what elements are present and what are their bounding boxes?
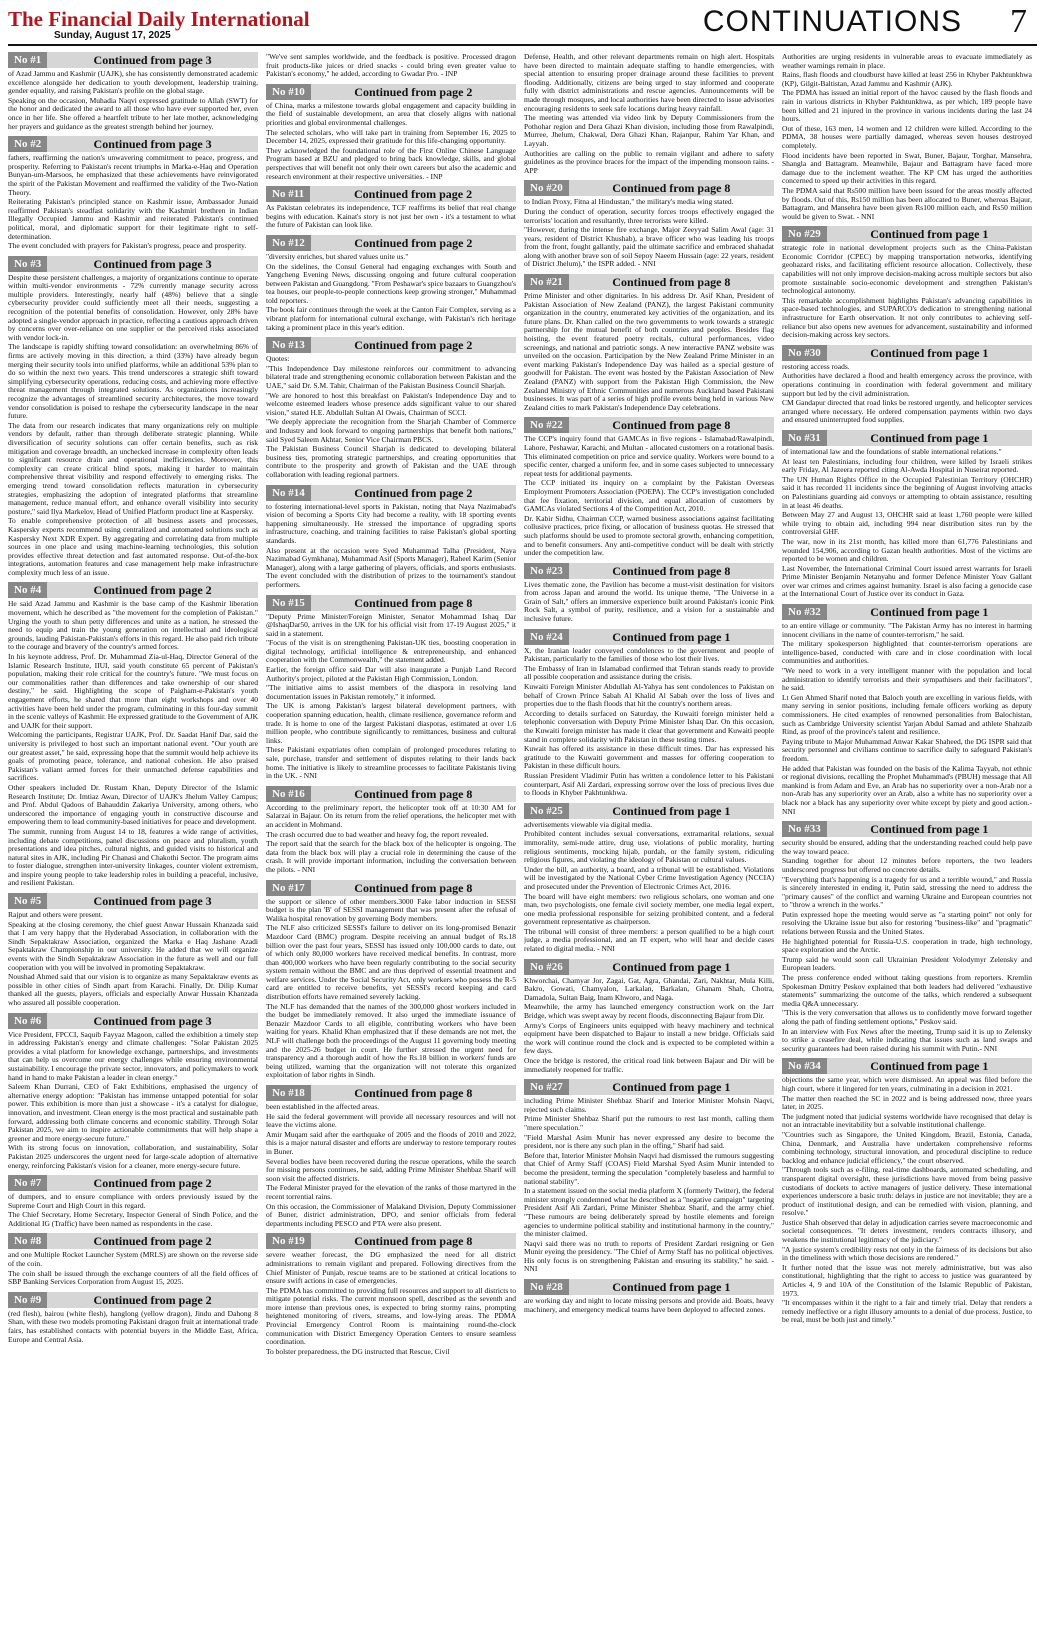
continuation-block (524, 1079, 774, 1274)
article-paragraph: Under the bill, an authority, a board, and a tribunal will be established. Violations will be investigated by the National Cyber Crime Investigation Agency (NCCIA) and prosecuted under the Prevention of Electronic Crimes Act, 2016. (524, 864, 774, 891)
continuation-block (524, 180, 774, 269)
article-paragraph: Before that, Interior Minister Mohsin Naqvi had dismissed the rumours suggesting that Chief of Army Staff (COAS) Field Marshal Syed Asim Munir intended to become the president, terming the speculation "completely baseless and harmful to national stability". (524, 1150, 774, 1186)
continuation-number: No #32 (782, 604, 827, 620)
article-paragraph: In an interview with Fox News after the meeting, Trump said it is up to Zelensky to strike a ceasefire deal, while indicating that issues such as land swaps and security guarantees had been raised during his summit with Putin.- NNI (782, 1026, 1032, 1053)
continuation-header (782, 430, 1032, 446)
continuation-number: No #9 (8, 1292, 47, 1308)
article-paragraph: Army's Corps of Engineers units equipped with heavy machinery and technical equipment have been dispatched to Bajaur to install a new bridge. Officials said the work will continue round the clock and is expected to be completed within a few days. (524, 1020, 774, 1056)
continuation-label: Continued from page 1 (612, 1080, 731, 1095)
article-paragraph: the support or silence of other members.3000 Fake labor induction in SESSI budget is the plan 'B' of SESSI management that was present after the refusal of Walika hospital renovation by governing Body members. (266, 896, 516, 923)
continuation-header (782, 345, 1032, 361)
article-paragraph: Authorities have declared a flood and health emergency across the province, with operations continuing in coordination with federal government and military support but led by the civil administration. (782, 371, 1032, 398)
continuation-number: No #3 (8, 256, 47, 272)
continuation-header (524, 959, 774, 975)
article-paragraph: Standing together for about 12 minutes before reporters, the two leaders underscored progress but offered no concrete details. (782, 856, 1032, 874)
article-paragraph: The selected scholars, who will take part in training from September 16, 2025 to December 14, 2025, expressed their gratitude for this life-changing opportunity. (266, 127, 516, 146)
article-paragraph: Lt Gen Ahmed Sharif noted that Baloch youth are excelling in various fields, with many serving in senior positions, including female officers working as deputy commissioners. He cited examples of renowned personalities from Balochistan, such as Cambridge University scientist Yarjan Abdul Samad and athlete Shahzaib Rind, as proof of the province's talent and resilience. (782, 692, 1032, 737)
article-paragraph: "Field Marshal Asim Munir has never expressed any desire to become the president, nor is there any such plan in the offing," Sharif had said. (524, 1132, 774, 1151)
article-paragraph: and one Multiple Rocket Launcher System (MRLS) are shown on the reverse side of the coin. (8, 1250, 258, 1269)
article-paragraph: severe weather forecast, the DG emphasized the need for all district administrations to remain vigilant and prepared. Following directives from the Chief Minister of Punjab, rescue teams are to be stationed at critical locations to ensure swift actions in case of emergencies. (266, 1250, 516, 1286)
continuation-block (266, 1233, 516, 1356)
article-paragraph: Last November, the International Criminal Court issued arrest warrants for Israeli Prime Minister Benjamin Netanyahu and former Defence Minister Yoav Gallant over war crimes and crimes against humanity. Israel is also facing a genocide case at the International Court of Justice over its conduct in Gaza. (782, 563, 1032, 599)
article-paragraph: "diversity enriches, but shared values unite us." (266, 251, 409, 261)
article-paragraph: Other speakers included Dr. Rustam Khan, Deputy Director of the Islamic Research Institute; Dr. Imtiaz Awan, Director of UAJK's Jhelum Valley Campus; and Prof. Abdul Qadoos of Bahauddin Zakariya University, among others, who underscored the importance of engaging youth in constructive discourse and empowering them to lead community-based initiatives for peace and development. (8, 782, 258, 827)
article-paragraph: According to details surfaced on Saturday, the Kuwaiti foreign minister held a telephonic conversation with Deputy Prime Minister Ishaq Dar. On this occasion, the Kuwaiti foreign minister has made it clear that government and Kuwaiti people stand in complete solidarity with Pakistan in these testing times. (524, 708, 774, 744)
paper-name: The Financial Daily International (8, 7, 310, 31)
continuation-number: No #23 (524, 563, 569, 579)
continuation-label: Continued from page 2 (354, 235, 473, 250)
continuation-number: No #5 (8, 893, 47, 909)
continuation-number: No #7 (8, 1175, 47, 1191)
column-3 (524, 52, 774, 1642)
article-paragraph: The meeting was attended via video link by Deputy Commissioners from the Pothohar region and Dera Ghazi Khan division, including those from Rawalpindi, Murree, Jhelum, Chakwal, Dera Ghazi Khan, Rajanpur, Rahim Yar Khan, and Layyah. (524, 113, 774, 148)
continuation-number: No #18 (266, 1085, 311, 1101)
article-paragraph: Prime Minister Shehbaz Sharif put the rumours to rest last month, calling them "mere speculation." (524, 1114, 774, 1132)
continuation-label: Continued from page 2 (353, 187, 473, 202)
article-paragraph: The UN Human Rights Office in the Occupied Palestinian Territory (OHCHR) said it has recorded 11 incidents since the beginning of August involving attacks on Palestinians guarding aid convoys or attempting to obtain assistance, resulting in at least 46 deaths. (782, 474, 1032, 510)
continuation-header (524, 803, 774, 819)
continuation-number: No #12 (266, 235, 311, 251)
continuation-number: No #31 (782, 430, 827, 446)
continuation-number: No #21 (524, 274, 569, 290)
article-paragraph: "We've sent samples worldwide, and the feedback is positive. Processed dragon fruit products-like juices or dried snacks - could bring even greater value to Pakistan's economy," he added, according to Gwadar Pro. - INP (266, 52, 516, 79)
continuation-header (8, 1233, 258, 1249)
article-paragraph: CM Gandapur directed that road links be restored urgently, and helicopter services arranged where necessary. He ordered compensation payments within two days and ensured uninterrupted food supplies. (782, 398, 1032, 425)
article-paragraph: In his keynote address, Prof. Dr. Muhammad Zia-ul-Haq, Director General of the Islamic Research Institute, IIUI, said youth constitute 65 percent of Pakistan's population, making their role critical for the country's future. "We must focus on our commonalities rather than differences and take ownership of our shared destiny," he said. Highlighting the scope of Paigham-e-Pakistan's youth engagement efforts, he shared that more than eight workshops and over 40 activities have been held under the program, culminating in this four-day summit in the scenic valleys of Kashmir. He expressed gratitude to the Government of AJK and UAJK for their support. (8, 652, 258, 730)
continuation-block (524, 959, 774, 1075)
article-paragraph: security should be ensured, adding that the understanding reached could help pave the way toward peace. (782, 838, 1032, 856)
continuation-header (266, 186, 516, 202)
continuation-label: Continued from page 3 (93, 894, 212, 909)
continuation-label: Continued from page 1 (870, 822, 989, 837)
continuation-header (266, 235, 516, 251)
article-paragraph: Khworchai, Chamyar Jor, Zagai, Gat, Agra, Ghandai, Zari, Nakhtar, Mula Killi, Bakro, Gowati, Chamyalon, Larkalan, Barkalan, Ghanam Shah, Chotra, Damadola, Sultan Baig, Inam Khworo, and Naga. (524, 975, 774, 1002)
continuation-block (782, 604, 1032, 816)
continuation-label: Continued from page 1 (870, 430, 989, 445)
continuation-header (266, 84, 516, 100)
continuation-number: No #11 (266, 186, 310, 202)
continuation-number: No #19 (266, 1233, 311, 1249)
continuation-number: No #20 (524, 180, 569, 196)
continuation-block (266, 53, 516, 79)
continuation-block (266, 595, 516, 781)
continuation-label: Continued from page 8 (354, 595, 473, 610)
continuation-number: No #1 (8, 52, 47, 68)
article-paragraph: Prohibited content includes sexual conversations, extramarital relations, sexual immorality, semi-nude attire, drug use, violations of public morality, hurting religious sentiments, mocking hijab, purdah, or the family system, ridiculing religious figures, and violating the ideology of Pakistan or cultural values. (524, 829, 774, 865)
article-paragraph: To bolster preparedness, the DG instructed that Rescue, Civil (266, 1346, 450, 1356)
continuation-number: No #33 (782, 821, 827, 837)
continuation-header (266, 485, 516, 501)
article-paragraph: Kuwaiti Foreign Minister Abdullah Al-Yahya has sent condolences to Pakistan on behalf of Crown Prince Sabah Al Khalid Al Sabah over the loss of lives and properties due to the flash floods that hit the country's northern areas. (524, 682, 774, 709)
continuation-header (266, 595, 516, 611)
article-paragraph: Several bodies have been recovered during the rescue operations, while the search for missing persons continues, he said, adding Prime Minister Shehbaz Sharif will soon visit the affected districts. (266, 1156, 516, 1183)
article-paragraph: "The initiative aims to assist members of the diaspora in resolving land documentation issues in Pakistan remotely," it informed. (266, 683, 516, 701)
article-paragraph: Naqvi said there was no truth to reports of President Zardari resigning or Gen Munir eyeing the presidency. "The Chief of Army Staff has no political objectives. His only focus is on strengthening Pakistan and ensuring its stability," he said. - NNI (524, 1238, 774, 1274)
continuation-label: Continued from page 3 (93, 137, 212, 152)
article-paragraph: Rains, flash floods and cloudburst have killed at least 256 in Khyber Pakhtunkhwa (KP), Gilgit-Baltistan, Azad Jammu and Kashmir (AJK). (782, 70, 1032, 88)
article-paragraph: The tribunal will consist of three members: a person qualified to be a high court judge, a media professional, and an IT expert, who will hear and decide cases related to digital media. - NNI (524, 926, 774, 954)
continuation-number: No #26 (524, 959, 569, 975)
article-paragraph: The NLF has demanded that the names of the 300,000 ghost workers included in the budget be immediately removed. It also urged the immediate issuance of Benazir Mazdoor Cards to all eligible, contributing workers who have been waiting for years. Khalid Khan emphasized that if these demands are not met, the NLF will challenge both the proceedings of the August 11 governing body meeting and the 2025-26 budget in court. He further stressed the urgent need for transparency and a thorough audit of how the Rs.18 billion in workers' funds are being utilized, warning that the organization will not tolerate this organized exploitation of labor rights in Sindh. (266, 1001, 516, 1080)
article-paragraph: "It encompasses within it the right to a fair and timely trial. Delay that renders a remedy ineffective or a right illusory amounts to a denial of due process. Justice, to be real, must be both just and timely." (782, 1298, 1032, 1325)
continuation-block (8, 582, 258, 888)
continuation-header (524, 180, 774, 196)
article-paragraph: The board will have eight members: two religious scholars, one woman and one man, two psychologists, one female civil society member, one media legal expert, one media professional responsible for seizing prohibited content, and a federal government representative as chairperson. (524, 891, 774, 927)
article-paragraph: to an entire village or community. "The Pakistan Army has no interest in harming innocent civilians in the name of counter-terrorism," he said. (782, 621, 1032, 639)
continuation-label: Continued from page 1 (870, 605, 989, 620)
continuation-label: Continued from page 2 (93, 1292, 212, 1307)
continuation-block (8, 136, 258, 251)
article-paragraph: Prime Minister and other dignitaries. In his address Dr. Asif Khan, President of Pakistan Association of New Zealand (PANZ), the largest Pakistani community organization in the country, enumerated key activities of the organization, and its future plans. Dr. Khan called on the two governments to work towards a strategic partnership for the mutual benefit of both countries and peoples. Besides flag hoisting, the event featured poetry recitals, cultural performances, video screenings, and national and patriotic songs. A new interactive PANZ website was unveiled on the occasion. Participation by the New Zealand Prime Minister in an event marking Pakistan's Independence Day was hailed as a special gesture of goodwill for Pakistan. The event was hosted by the Pakistan Association of New Zealand (PANZ) with support from the Pakistan High Commission, the New Zealand Ministry of Ethnic Communities and numerous Auckland based Pakistani businesses. It was part of a series of high profile events being held in various New Zealand cities to mark Pakistan's Independence Day celebrations. (524, 291, 774, 412)
article-paragraph: Despite these persistent challenges, a majority of organizations continue to operate within multi-vendor environments - 72% currently manage security across multiple providers. Interestingly, nearly half (48%) believe that a single cybersecurity provider could sufficiently meet all their needs, suggesting a recognition of the potential benefits of consolidation. However, only 28% have adopted a single-vendor approach in practice, reflecting a cautious approach driven by concerns over over-reliance on one supplier or the perceived risks associated with vendor lock-in. (8, 272, 258, 342)
article-paragraph: Once the bridge is restored, the critical road link between Bajaur and Dir will be immediately reopened for traffic. (524, 1056, 774, 1074)
continuation-header (782, 821, 1032, 837)
article-paragraph: "Countries such as Singapore, the United Kingdom, Brazil, Estonia, Canada, China, Denmark, and Australia have undertaken comprehensive reforms combining technology, structural innovation, and procedural discipline to reduce backlog and enhance judicial efficiency," the court observed. (782, 1129, 1032, 1165)
continuation-block (266, 337, 516, 479)
article-paragraph: X, the Iranian leader conveyed condolences to the government and people of Pakistan, particularly to the families of those who lost their lives. (524, 645, 774, 664)
column-4 (782, 52, 1032, 1642)
page-number: 7 (1010, 3, 1027, 40)
continuation-header (782, 226, 1032, 242)
continuation-number: No #27 (524, 1079, 569, 1095)
article-paragraph: Defense, Health, and other relevant departments remain on high alert. Hospitals have been directed to maintain adequate staffing to handle emergencies, with special attention to ensuring proper drainage around these facilities to prevent flooding. Additionally, citizens are being urged to stay informed and cooperate fully with district administrations and rescue agencies. Announcements will be made through mosques, and local authorities have been directed to issue advisories encouraging residents to seek safe locations during heavy rainfall. (524, 52, 774, 113)
continuation-block (8, 1233, 258, 1286)
article-paragraph: Dr. Kabir Sidhu, Chairman CCP, warned business associations against facilitating collusive practices, price fixing, or allocation of business quotas. He stressed that such platforms should be used to promote sectoral growth, enhancing competition, and to benefit consumers. Any anti-competitive conduct will be dealt with strictly under the competition law. (524, 513, 774, 558)
continuation-label: Continued from page 1 (612, 959, 731, 974)
article-paragraph: "We need to work in a very intelligent manner with the population and local administration to identify terrorists and their sympathisers and their facilitators", he said. (782, 666, 1032, 693)
article-paragraph: The book fair continues through the week at the Canton Fair Complex, serving as a vibrant platform for international cultural exchange, with Pakistan's rich heritage taking a prominent place in this year's edition. (266, 305, 516, 332)
article-paragraph: Speaking at the closing ceremony, the chief guest Anwar Hussain Khanzada said that I am very happy that the Hyderabad Association, in collaboration with the Sindh Sepaktakraw Association, organized the Marka e Haq Jashane Azadi Sepaktakraw Championship in our university. He added that we will organize events with the Sindh Sepaktakraw Association in the future as well and our full cooperation with you will be involved in promoting Sepaktakraw. (8, 919, 258, 972)
continuation-block (266, 1085, 516, 1228)
article-paragraph: restoring access roads. (782, 361, 850, 371)
continuation-block (266, 186, 516, 230)
article-paragraph: The data from our research indicates that many organizations rely on multiple vendors by default, rather than through deliberate strategic planning. While diversification of security solutions can offer certain benefits, such as risk mitigation and coverage breadth, an unchecked increase in complexity often leads to significant resource drain and operational inefficiencies. Moreover, this complexity can create critical blind spots, making it harder to maintain comprehensive threat visibility and respond effectively to emerging risks. The emerging trend toward consolidation reflects maturation in cybersecurity strategies, emphasizing the adoption of integrated platforms that streamline management, reduce manual effort, and enhance overall visibility into security posture," said Ilya Markelov, Head of Unified Platform product line at Kaspersky. (8, 420, 258, 516)
masthead-left (8, 0, 310, 42)
continuation-label: Continued from page 8 (612, 181, 731, 196)
article-paragraph: "We are honored to host this breakfast on Pakistan's Independence Day and to welcome esteemed leaders whose presence adds significant value to our shared vision," stated H.E. Abdullah Sultan Al Owais, Chairman of SCCI. (266, 390, 516, 417)
article-paragraph: The Pakistan Business Council Sharjah is dedicated to developing bilateral business ties, promoting strategic partnerships, and creating opportunities that contribute to the prosperity and growth of Pakistan and the UAE through collaboration with leading regional partners. (266, 444, 516, 479)
continuation-label: Continued from page 1 (612, 803, 731, 818)
continuation-block (8, 1175, 258, 1228)
continuation-label: Continued from page 2 (93, 583, 212, 598)
article-paragraph: The war, now in its 21st month, has killed more than 61,776 Palestinians and wounded 154,906, according to Gazan health authorities. Most of the victims are reported to be women and children. (782, 536, 1032, 564)
continuation-block (524, 417, 774, 557)
continuation-number: No #17 (266, 880, 311, 896)
continuation-header (524, 629, 774, 645)
continuation-block (782, 1058, 1032, 1325)
continuation-header (524, 274, 774, 290)
article-paragraph: objections the same year, which were dismissed. An appeal was filed before the high court, where it lingered for ten years, culminating in a decision in 2021. (782, 1075, 1032, 1093)
continuation-header (524, 1079, 774, 1095)
continuation-number: No #29 (782, 226, 827, 242)
continuation-header (8, 256, 258, 272)
article-paragraph: Also present at the occasion were Syed Muhammad Talha (President, Naya Nazimabad Gymkhana), Muhammad Asif (Sports Manager), Raheel Karim (Senior Manager), along with a large gathering of players, officials, and sports enthusiasts. The event concluded with the distribution of prizes to the tournament's standout performers. (266, 545, 516, 589)
continuation-header (524, 1279, 774, 1295)
continuation-label: Continued from page 8 (612, 418, 731, 433)
continuation-label: Continued from page 8 (354, 880, 473, 895)
continuation-label: Continued from page 8 (354, 1234, 473, 1249)
article-paragraph: "We deeply appreciate the recognition from the Sharjah Chamber of Commerce and Industry and look forward to ongoing partnerships that benefit both nations," said Syed Saleem Akhtar, Senior Vice Chairman PBCS. (266, 417, 516, 444)
continuation-label: Continued from page 1 (870, 227, 989, 242)
article-paragraph: These Pakistani expatriates often complain of prolonged procedures relating to sale, purchase, transfer and settlement of disputes relating to their lands back home. The initiative is likely to streamline processes to facilitate Pakistanis living in the UK. - NNI (266, 745, 516, 781)
continuation-label: Continued from page 3 (93, 53, 212, 67)
continuation-header (266, 1233, 516, 1249)
article-paragraph: He said Azad Jammu and Kashmir is the base camp of the Kashmir liberation movement, which he described as "the movement for the completion of Pakistan." Urging the youth to shun petty differences and unite as a nation, he stressed the need to equip and train the young generation on intellectual and ideological grounds, lauding Pakistan-Pakistan's efforts in this regard. He also paid rich tribute to the courage and bravery of the country's armed forces. (8, 599, 258, 652)
article-paragraph: Meanwhile, the army has launched emergency construction work on the Jarr Bridge, which was swept away by recent floods, disconnecting Bajaur from Dir. (524, 1002, 774, 1021)
article-paragraph: Authorities are calling on the public to remain vigilant and adhere to safety guidelines as the province braces for the impact of the impending monsoon rains. - APP (524, 148, 774, 175)
continuation-block (8, 1292, 258, 1344)
masthead (8, 0, 1037, 46)
article-paragraph: "Focus of the visit is on strengthening Pakistan-UK ties, boosting cooperation in digital technology, artificial intelligence & entrepreneurship, and enhanced cooperation with the Commonwealth," the statement added. (266, 638, 516, 665)
article-paragraph: Speaking on the occasion, Muhadia Naqvi expressed gratitude to Allah (SWT) for the honor and dedicated the award to all those who have ever supported her, even once in her life. She offered a heartfelt tribute to her late mother, acknowledging her prayers and guidance as the greatest strength behind her journey. (8, 95, 258, 131)
article-paragraph: The event concluded with prayers for Pakistan's progress, peace and prosperity. (8, 241, 247, 251)
continuation-number: No #25 (524, 803, 569, 819)
continuation-number: No #10 (266, 84, 311, 100)
article-paragraph: "This is the very conversation that allows us to confidently move forward together along the path of finding settlement options," Peskov said. (782, 1008, 1032, 1026)
article-paragraph: The Federal Minister prayed for the elevation of the ranks of those martyred in the recent torrential rains. (266, 1183, 516, 1201)
continuation-block (782, 226, 1032, 340)
continuation-header (8, 52, 258, 68)
article-paragraph: The Embassy of Iran in Islamabad confirmed that Tehran stands ready to provide all possible cooperation and assistance during the crisis. (524, 663, 774, 682)
article-paragraph: The crash occurred due to bad weather and heavy fog, the report revealed. (266, 829, 489, 839)
article-paragraph: The report said that the search for the black box of the helicopter is ongoing. The data from the black box will play a crucial role in determining the cause of the crash. It will provide important information, including the conversation between the pilots. - NNI (266, 839, 516, 874)
continuation-label: Continued from page 1 (612, 1280, 731, 1295)
article-paragraph: The CCP initiated its inquiry on a complaint by the Pakistan Overseas Employment Promoters Association (POEPA). The CCP's investigation concluded that fee fixation, territorial division, and equal allocation of customers by GAMCAs violated Sections 4 of the Competition Act, 2010. (524, 478, 774, 514)
article-paragraph: Flood incidents have been reported in Swat, Buner, Bajaur, Torghar, Mansehra, Shangla and Battagram. Meanwhile, Bajaur and Battagram have faced more damage due to the inclement weather. The KP CM has urged the authorities concerned to speed up their activities in this regard. (782, 150, 1032, 186)
article-paragraph: On this occasion, the Commissioner of Malakand Division, Deputy Commissioner of Buner, district administration, DPO, and senior officials from federal departments including PESCO and PTA were also present. (266, 1201, 516, 1228)
article-paragraph: The landscape is rapidly shifting toward consolidation: an overwhelming 86% of firms are actively moving in this direction, a third (33%) have already begun merging their security tools into unified platforms, while an additional 53% plan to do so within the next two years. This trend underscores a strategic shift toward simplifying cybersecurity operations, reducing costs, and achieving more effective threat management through integrated solutions. As organizations increasingly recognize the advantages of streamlined security architectures, the move toward vendor consolidation is poised to reshape the cybersecurity landscape in the near future. (8, 342, 258, 421)
article-paragraph: At least ten Palestinians, including four children, were killed by Israeli strikes early Friday, Al Jazeera reported citing Al-Awda Hospital in Nuseirat reported. (782, 456, 1032, 475)
continuation-block (524, 274, 774, 412)
article-paragraph: During the conduct of operation, security forces troops effectively engaged the terrorists' location and resultantly, three terrorists were killed. (524, 206, 774, 225)
continuation-label: Continued from page 2 (354, 84, 473, 99)
article-paragraph: The UK is among Pakistan's largest bilateral development partners, with cooperation spanning education, health, climate resilience, governance reform and trade. It is home to one of the largest Pakistani diasporas, estimated at over 1.6 million people, who contribute significantly to remittances, business and cultural links. (266, 701, 516, 745)
continuation-block (8, 893, 258, 1008)
continuation-number: No #8 (8, 1233, 47, 1249)
continuation-label: Continued from page 2 (93, 1176, 212, 1191)
continuation-label: Continued from page 8 (354, 786, 473, 801)
continuation-header (782, 1058, 1032, 1074)
continuation-label: Continued from page 1 (870, 1059, 989, 1074)
continuation-block (266, 235, 516, 332)
continuation-label: Continued from page 1 (870, 345, 989, 360)
continuation-number: No #30 (782, 345, 827, 361)
section-title: CONTINUATIONS (702, 5, 962, 38)
article-paragraph: Lives thematic zone, the Pavilion has become a must-visit destination for visitors from across Japan and around the world. Its unique theme, "The Universe in a Grain of Salt," offers an immersive experience built around Pakistan's iconic Pink Rock Salt, a symbol of purity, resilience, and a vision for a sustainable and inclusive future. (524, 579, 774, 624)
article-paragraph: He said the federal government will provide all necessary resources and will not leave the victims alone. (266, 1111, 516, 1130)
article-paragraph: Kuwait has offered its assistance in these difficult times. Dar has expressed his gratitude to the Kuwaiti government and masses for offering cooperation to Pakistan in these difficult hours. (524, 744, 774, 771)
continuation-block (524, 803, 774, 954)
article-paragraph: The coin shall be issued through the exchange counters of all the field offices of SBP Banking Services Corporation from August 15, 2025. (8, 1268, 258, 1287)
continuation-block (8, 52, 258, 131)
article-paragraph: He added that Pakistan was founded on the basis of the Kalima Tayyab, not ethnic or regional divisions, recalling the Prophet Muhammad's (PBUH) message that All mankind is from Adam and Eve, an Arab has no superiority over a non-Arab nor a non-Arab has any superiority over an Arab, also a white has no superiority over a black nor a black has any superiority over white except by piety and good action.- NNI (782, 763, 1032, 816)
article-paragraph: The press conference ended without taking questions from reporters. Kremlin Spokesman Dmitry Peskov explained that both leaders had delivered "exhaustive statements" summarizing the outcome of the talks, which rendered a subsequent media Q&A unnecessary. (782, 973, 1032, 1008)
continuation-number: No #15 (266, 595, 311, 611)
article-paragraph: including Prime Minister Shehbaz Sharif and Interior Minister Mohsin Naqvi, rejected such claims. (524, 1096, 774, 1114)
article-paragraph: The PDMA said that Rs500 million have been issued for the areas mostly affected by floods. Out of this, Rs150 million has been allocated to Buner, whereas Bajaur, Battagram, and Mansehra have been given Rs100 million each, and Rs50 million would be given to Swat. - NNI (782, 185, 1032, 221)
article-paragraph: Authorities are urging residents in vulnerable areas to evacuate immediately as weather warnings remain in place. (782, 52, 1032, 70)
continuation-block (524, 563, 774, 624)
continuation-number: No #22 (524, 417, 569, 433)
continuation-label: Continued from page 2 (354, 338, 473, 353)
article-paragraph: Putin expressed hope the meeting would serve as "a starting point" not only for resolving the Ukraine issue but also for restoring "business-like" and "pragmatic" relations between Russia and the United States. (782, 909, 1032, 937)
article-paragraph: "Through tools such as e-filing, real-time dashboards, automated scheduling, and transparent digital oversight, these jurisdictions have moved from being passive custodians of dockets to active managers of justice delivery. These international experiences underscore a basic truth: delays in justice are not inevitable; they are a product of institutional design, and can be remedied with vision, planning, and resolve." (782, 1165, 1032, 1218)
continuation-block (266, 786, 516, 875)
article-paragraph: of dumpers, and to ensure compliance with orders previously issued by the Supreme Court and High Court in this regard. (8, 1192, 258, 1210)
article-paragraph: Vice President, FPCCI, Saquib Fayyaz Magoon, called the exhibition a timely step in addressing Pakistan's energy and climate challenges: "Solar Pakistan 2025 provides a vital platform for knowledge exchange, partnerships, and investments that can help us overcome our energy challenges while ensuring environmental sustainability. I encourage the private sector, innovators, and policymakers to work hand in hand to make Pakistan a leader in clean energy." (8, 1029, 258, 1082)
article-paragraph: Earlier, the foreign office said Dar will also inaugurate a Punjab Land Record Authority's project, piloted at the Pakistan High Commission, London. (266, 665, 516, 683)
issue-date: Sunday, August 17, 2025 (54, 30, 171, 41)
continuation-block (782, 430, 1032, 599)
article-paragraph: The PDMA has committed to providing full resources and support to all districts to mitigate potential risks. The current monsoon spell, described as the seventh and more intense than previous ones, is expected to bring stormy rains, prompting heightened monitoring of rivers, streams, and low-lying areas. The PDMA Provincial Emergency Control Room is maintaining round-the-clock communication with District Emergency Operation Centers to ensure seamless coordination. (266, 1285, 516, 1347)
continuation-label: Continued from page 2 (93, 1234, 212, 1249)
continuation-block (782, 53, 1032, 221)
continuation-header (8, 1175, 258, 1191)
article-paragraph: It further noted that the issue was not merely administrative, but was also constitutional, highlighting that the right to access to justice was guaranteed by Articles 4, 9 and 10A of the Constitution of the Islamic Republic of Pakistan, 1973. (782, 1262, 1032, 1298)
article-paragraph: Rajput and others were present. (8, 910, 103, 920)
continuation-block (8, 1013, 258, 1171)
continuation-block (266, 880, 516, 1080)
article-paragraph: fathers, reaffirming the nation's unwavering commitment to peace, progress, and prosperity. Referring to Pakistan's recent triumphs in Marka-e-Haq and Operation Bunyan-um-Marsoos, he emphasized that these achievements have reinvigorated the spirit of the Pakistan Movement and reaffirmed the validity of the Two-Nation Theory. (8, 153, 258, 197)
article-paragraph: Between May 27 and August 13, OHCHR said at least 1,760 people were killed while trying to obtain aid, including 994 near distribution sites run by the controversial GHF. (782, 510, 1032, 537)
article-paragraph: The judgment noted that judicial systems worldwide have recognised that delay is not an intractable inevitability but a solvable institutional challenge. (782, 1111, 1032, 1130)
continuation-label: Continued from page 3 (93, 1013, 212, 1028)
continuation-header (524, 563, 774, 579)
article-paragraph: Reiterating Pakistan's principled stance on Kashmir issue, Ambassador Junaid reaffirmed Pakistan's steadfast solidarity with the Kashmiri brethren in Indian Illegally Occupied Jammu and Kashmir and reiterated Pakistan's continued political, moral, and diplomatic support for their legitimate right to self-determination. (8, 197, 258, 241)
article-paragraph: Quotes: (266, 354, 290, 364)
article-columns (8, 52, 1037, 1642)
article-paragraph: Justice Shah observed that delay in adjudication carries severe macroeconomic and societal consequences. "It deters investment, renders contracts illusory, and weakens the institutional legitimacy of the judiciary." (782, 1217, 1032, 1245)
continuation-number: No #2 (8, 136, 47, 152)
article-paragraph: The matter then reached the SC in 2022 and is being addressed now, three years later, in 2025. (782, 1093, 1032, 1112)
article-paragraph: Saleem Khan Durrani, CEO of Fakt Exhibitions, emphasised the urgency of alternative energy adoption: "Pakistan has immense untapped potential for solar power. This exhibition is more than just a showcase - it's a catalyst for dialogue, innovation, and investment. Clean energy is the most practical and sustainable path forward, addressing both climate concerns and economic stability. Through Solar Pakistan 2025, we aim to inspire actionable commitments that will help shape a greener and more energy-secure future." (8, 1082, 258, 1143)
article-paragraph: of international law and the foundations of stable international relations." (782, 446, 1002, 456)
article-paragraph: As Pakistan celebrates its independence, TCF reaffirms its belief that real change begins with education. Kainat's story is not just her own - it's a testament to what the future of Pakistan can look like. (266, 203, 516, 230)
article-paragraph: to fostering international-level sports in Pakistan, noting that Naya Nazimabad's vision of becoming a Sports City had become a reality, with 18 sporting events happening simultaneously. He stressed the importance of upgrading sports infrastructure, coaching, and training facilities to raise Pakistan's global sporting standards. (266, 501, 516, 545)
continuation-header (266, 786, 516, 802)
article-paragraph: Paying tribute to Major Muhammad Anwar Kakar Shaheed, the DG ISPR said that security personnel and civilians continue to sacrifice daily to safeguard Pakistan's freedom. (782, 736, 1032, 763)
continuation-header (524, 417, 774, 433)
article-paragraph: are working day and night to locate missing persons and provide aid. Boats, heavy machinery, and emergency medical teams have been deployed to affected zones. (524, 1296, 774, 1314)
article-paragraph: Trump said he would soon call Ukrainian President Volodymyr Zelensky and European leaders. (782, 954, 1032, 973)
article-paragraph: Out of these, 163 men, 14 women and 12 children were killed. According to the PDMA, 38 houses were partially damaged, whereas seven houses destroyed completely. (782, 123, 1032, 150)
article-paragraph: On the sidelines, the Consul General had engaging exchanges with South and Yangcheng Evening News, discussing ongoing and future cultural cooperation between Pakistan and Guangdong. "From Peshawar's spice bazaars to Guangzhou's tea houses, our people-to-people connections keep growing stronger," Muhammad told reporters. (266, 261, 516, 305)
article-paragraph: (red flesh), bairou (white flesh), hanglong (yellow dragon), Jindu and Dahong 8 Shan, with these two models promoting Pakistani dragon fruit at international trade fairs, has established contacts with potential buyers in the Middle East, Africa, Europe and Central Asia. (8, 1308, 258, 1344)
continuation-header (266, 880, 516, 896)
continuation-number: No #16 (266, 786, 311, 802)
article-paragraph: They acknowledged the foundational role of the First Online Chinese Language Program based at BZU and pledged to bring back knowledge, skills, and global perspectives that will benefit not only their own careers but also the academic and research environment at their respective universities. - INP (266, 145, 516, 181)
continuation-block (524, 629, 774, 798)
continuation-number: No #28 (524, 1279, 569, 1295)
article-paragraph: The military spokesperson highlighted that counter-terrorism operations are intelligence-based, conducted with care and in close coordination with local communities and authorities. (782, 639, 1032, 666)
article-paragraph: of Azad Jammu and Kashmir (UAJK), she has consistently demonstrated academic excellence alongside her dedication to youth development, leadership training, gender equality, and raising Pakistan's profile on the global stage. (8, 69, 258, 96)
article-paragraph: advertisements viewable via digital media. (524, 819, 653, 829)
article-paragraph: been established in the affected areas. (266, 1102, 380, 1111)
article-paragraph: "Everything that's happening is a tragedy for us and a terrible wound," and Russia is sincerely interested in ending it, Putin said, stressing the need to address the "primary causes" of the conflict and warning Ukraine and European countries not to "throw a wrench in the works." (782, 874, 1032, 910)
continuation-header (8, 893, 258, 909)
article-paragraph: In a statement issued on the social media platform X (formerly Twitter), the federal minister strongly condemned what he described as a "negative campaign" targeting President Asif Ali Zardari, Prime Minister Shehbaz Sharif, and the army chief. "These rumours are being deliberately spread by hostile elements and foreign agencies to undermine political stability and institutional harmony in the country," the minister claimed. (524, 1186, 774, 1239)
article-paragraph: "This Independence Day milestone reinforces our commitment to advancing bilateral trade and strengthening economic collaboration between Pakistan and the UAE," said Dr. S.M. Tahir, Chairman of the Pakistan Business Council Sharjah. (266, 363, 516, 391)
article-paragraph: The summit, running from August 14 to 18, features a wide range of activities, including debate competitions, panel discussions on peace and pluralism, youth presentations and idea pitches, cultural nights, and guided visits to historical and natural sites in AJK, including Pir Chanasi and Chakothi Sector. The program aims to foster dialogue, strengthen inter-university linkages, counter violent extremism, and inspire young people to take leadership roles in building a peaceful, inclusive, and resilient Pakistan. (8, 826, 258, 888)
continuation-label: Continued from page 8 (354, 1086, 473, 1100)
continuation-header (266, 1085, 516, 1101)
article-paragraph: Noushad Ahmed said that our vision is to organize as many Sepaktakraw events as possible in other cities of Sindh apart from Karachi. Finally, Dr. Dilip Kumar thanked all the guests, players, officials and especially Anwar Hussain Khanzada who assured all possible cooperation. (8, 972, 258, 1007)
article-paragraph: He highlighted potential for Russia-U.S. cooperation in trade, high technology, space exploration and the Arctic. (782, 936, 1032, 955)
article-paragraph: "However, during the intense fire exchange, Major Zeeyyad Salim Awal (age: 31 years, resident of District Khushab), a brave officer who was leading his troops from the front, fought gallantly, paid the ultimate sacrifice and embraced shahadat along with another brave son of soil Sepoy Naeem Hussain (age: 22 years, resident of District Jhelum)," the ISPR added. - NNI (524, 225, 774, 269)
article-paragraph: of China, marks a milestone towards global engagement and capacity building in the field of sustainable development, an area that closely aligns with national priorities and global environmental challenges. (266, 100, 516, 127)
continuation-header (782, 604, 1032, 620)
article-paragraph: To enable comprehensive protection of all business assets and processes, Kaspersky experts recommend using centralized and automated solutions such as Kaspersky Next XDR Expert. By aggregating and correlating data from multiple sources in one place and using machine-learning technologies, this solution provides effective threat detection and fast automated response. Out-of-the-box integrations, automation features and case management help make infrastructure complexity much less of an issue. (8, 516, 258, 577)
continuation-label: Continued from page 8 (612, 275, 731, 290)
continuation-number: No #14 (266, 485, 311, 501)
continuation-block (782, 821, 1032, 1053)
article-paragraph: This remarkable accomplishment highlights Pakistan's advancing capabilities in space-based technologies, and SUPARCO's dedication to strengthening national infrastructure for Earth observation. It not only contributes to achieving self-reliance but also opens new avenues for advancement, sustainability and informed decision-making across key sectors. (782, 295, 1032, 340)
article-paragraph: strategic role in national development projects such as the China-Pakistan Economic Corridor (CPEC) by mapping transportation networks, identifying geohazard risks, and facilitating efficient resource allocation. Collectively, these capabilities will not only improve decision-making across multiple sectors but also promote sustainable socio-economic development and strengthen Pakistan's technological autonomy. (782, 243, 1032, 296)
continuation-block (266, 485, 516, 590)
continuation-header (8, 136, 258, 152)
continuation-label: Continued from page 2 (354, 485, 473, 500)
article-paragraph: With its strong focus on innovation, collaboration, and sustainability, Solar Pakistan 2025 underscores the urgent need for large-scale adoption of alternative energy, reinforcing Pakistan's vision for a cleaner, more energy-secure future. (8, 1143, 258, 1170)
continuation-header (8, 582, 258, 598)
continuation-number: No #13 (266, 337, 311, 353)
continuation-header (266, 337, 516, 353)
article-paragraph: The NLF also criticized SESSI's failure to deliver on its long-promised Benazir Mazdoor Card (BMC) program. Despite receiving an annual budget of Rs.18 billion over the past four years, SESSI has issued only 100,000 cards to date, out of which only 80,000 workers have received medical benefits. In contrast, more than 400,000 workers who have been regularly contributing to the social security system remain without the BMC and are thus deprived of essential treatment and welfare services. Under the Social Security Act, only workers who possess the R-5 card are entitled to receive benefits, yet SESSI's record keeping and card distribution efforts have remained severely lacking. (266, 923, 516, 1002)
column-2 (266, 52, 516, 1642)
continuation-block (8, 256, 258, 578)
article-paragraph: to Indian Proxy, Fitna al Hindustan," the military's media wing stated. (524, 197, 734, 207)
article-paragraph: According to the preliminary report, the helicopter took off at 10:30 AM for Salarzai in Bajaur. On its return from the relief operations, the helicopter met with an accident in Mohmand. (266, 802, 516, 829)
column-1 (8, 52, 258, 1642)
article-paragraph: Amir Muqam said after the earthquake of 2005 and the floods of 2010 and 2022, this is a major natural disaster and efforts are underway to restore temporary routes in Buner. (266, 1129, 516, 1156)
continuation-header (8, 1013, 258, 1029)
continuation-number: No #34 (782, 1058, 827, 1074)
article-paragraph: The PDMA has issued an initial report of the havoc caused by the flash floods and rain in various districts in Khyber Pakhtunkhwa, as per which, 189 people have been killed and 21 injured in the province in various incidents during the last 24 hours. (782, 88, 1032, 124)
masthead-right (703, 0, 1037, 44)
continuation-label: Continued from page 1 (612, 629, 731, 644)
continuation-label: Continued from page 8 (612, 563, 731, 578)
article-paragraph: The CCP's inquiry found that GAMCAs in five regions - Islamabad/Rawalpindi, Lahore, Peshawar, Karachi, and Multan - allocated customers on a rotational basis. This eliminated competition on price and service quality. Workers were bound to a specific center, charged a uniform fee, and in some cases subjected to unnecessary repeat tests for additional payments. (524, 434, 774, 478)
continuation-header (8, 1292, 258, 1308)
article-paragraph: Russian President Vladimir Putin has written a condolence letter to his Pakistani counterpart, Asif Ali Zardari, expressing sorrow over the loss of precious lives due to floods in Khyber Pakhtunkhwa. (524, 770, 774, 798)
continuation-number: No #24 (524, 629, 569, 645)
continuation-block (782, 345, 1032, 425)
article-paragraph: "A justice system's credibility rests not only in the fairness of its decisions but also in the timeliness with which those decisions are rendered." (782, 1244, 1032, 1263)
continuation-number: No #6 (8, 1013, 47, 1029)
article-paragraph: The Chief Secretary, Home Secretary, Inspector General of Sindh Police, and the Additional IG (Traffic) have been named as respondents in the case. (8, 1210, 258, 1228)
continuation-block (266, 84, 516, 181)
article-paragraph: "Deputy Prime Minister/Foreign Minister, Senator Mohammad Ishaq Dar @IshaqDar50, arrives in the UK for his official visit from 17-19 August 2025," it said in a statement. (266, 611, 516, 638)
article-paragraph: Welcoming the participants, Registrar UAJK, Prof. Dr. Saadat Hanif Dar, said the university is privileged to host such an important national event. "Our youth are our greatest asset," he said, expressing hope that the summit would help achieve its goals of promoting peace, tolerance, and national cohesion. He also praised Pakistan's valiant armed forces for their unmatched defense capabilities and sacrifices. (8, 730, 258, 783)
continuation-block (524, 1279, 774, 1314)
continuation-block (524, 53, 774, 175)
continuation-label: Continued from page 3 (93, 256, 212, 271)
continuation-number: No #4 (8, 582, 47, 598)
